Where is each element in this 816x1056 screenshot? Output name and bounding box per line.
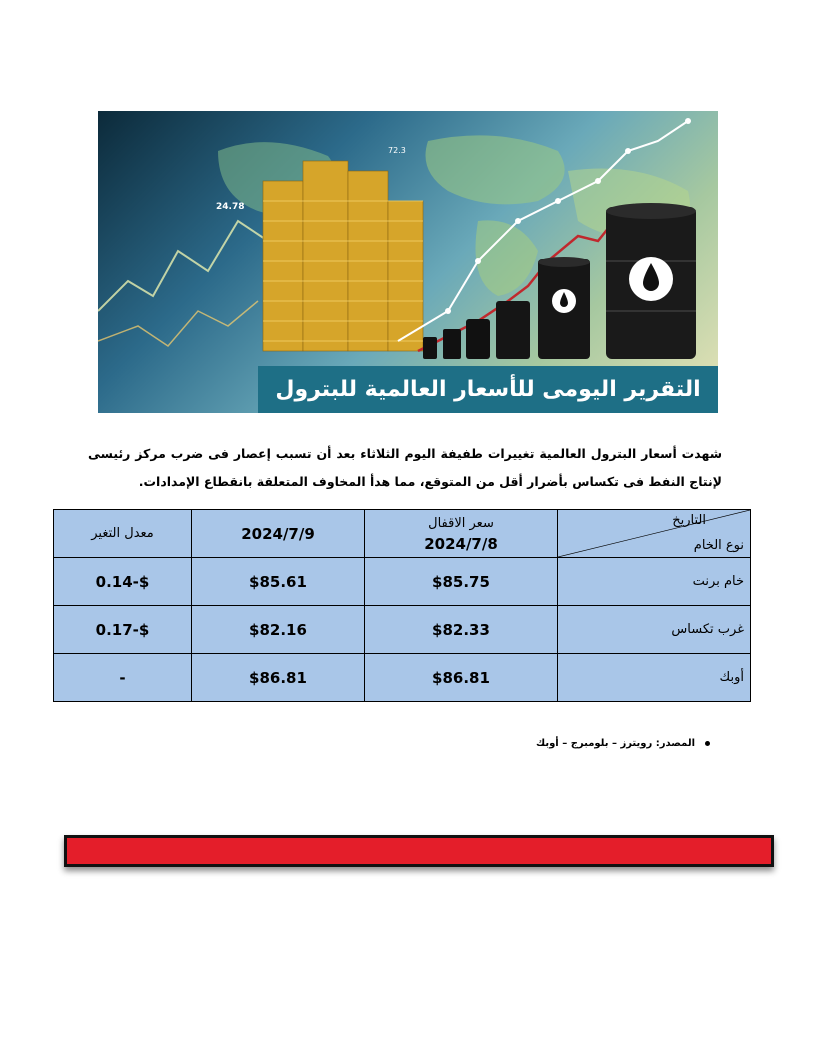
header-date-2-label: 2024/7/9	[241, 524, 315, 543]
current-price: $85.61	[192, 558, 365, 606]
crude-name: خام برنت	[558, 558, 751, 606]
chart-value-label-2: 72.3	[388, 146, 406, 155]
header-date-label: التاريخ	[672, 513, 706, 528]
diagonal-header-cell	[558, 510, 751, 558]
table-row	[54, 606, 751, 654]
oil-barrels-icon	[423, 203, 696, 359]
header-crude-type-label: نوع الخام	[693, 538, 744, 553]
header-change-rate	[54, 510, 192, 558]
header-change-label: معدل التغير	[91, 526, 154, 541]
change-value: -	[54, 654, 192, 702]
source-text: المصدر: رويترز – بلومبرج – أوبك	[536, 738, 695, 749]
header-date-2	[192, 510, 365, 558]
table-row	[54, 654, 751, 702]
banner-title: التقرير اليومى للأسعار العالمية للبترول	[258, 366, 718, 413]
header-close-label: سعر الاقفال	[428, 515, 494, 531]
header-close-date: 2024/7/8	[424, 534, 498, 553]
intro-paragraph: شهدت أسعار البترول العالمية تغييرات طفيفة اليوم الثلاثاء بعد أن تسبب إعصار فى ضرب مركز رئيسى لإنتاج النفط فى تكساس بأضرار أقل من المتوقع، مما هدأ المخاوف المتعلقة بانقطاع الإمدادات.	[88, 446, 722, 489]
change-value: $-0.14	[54, 558, 192, 606]
crude-name: غرب تكساس	[558, 606, 751, 654]
crude-name: أوبك	[558, 654, 751, 702]
chart-value-label-1: 24.78	[216, 202, 245, 212]
bullet-icon	[705, 741, 710, 746]
report-banner	[98, 111, 718, 413]
current-price: $86.81	[192, 654, 365, 702]
oil-prices-table	[53, 509, 751, 702]
table-row	[54, 558, 751, 606]
current-price: $82.16	[192, 606, 365, 654]
table-header-row	[54, 510, 751, 558]
close-price: $82.33	[365, 606, 558, 654]
close-price: $86.81	[365, 654, 558, 702]
change-value: $-0.17	[54, 606, 192, 654]
source-note	[500, 738, 710, 749]
header-close-price	[365, 510, 558, 558]
close-price: $85.75	[365, 558, 558, 606]
footer-red-bar	[64, 835, 774, 867]
